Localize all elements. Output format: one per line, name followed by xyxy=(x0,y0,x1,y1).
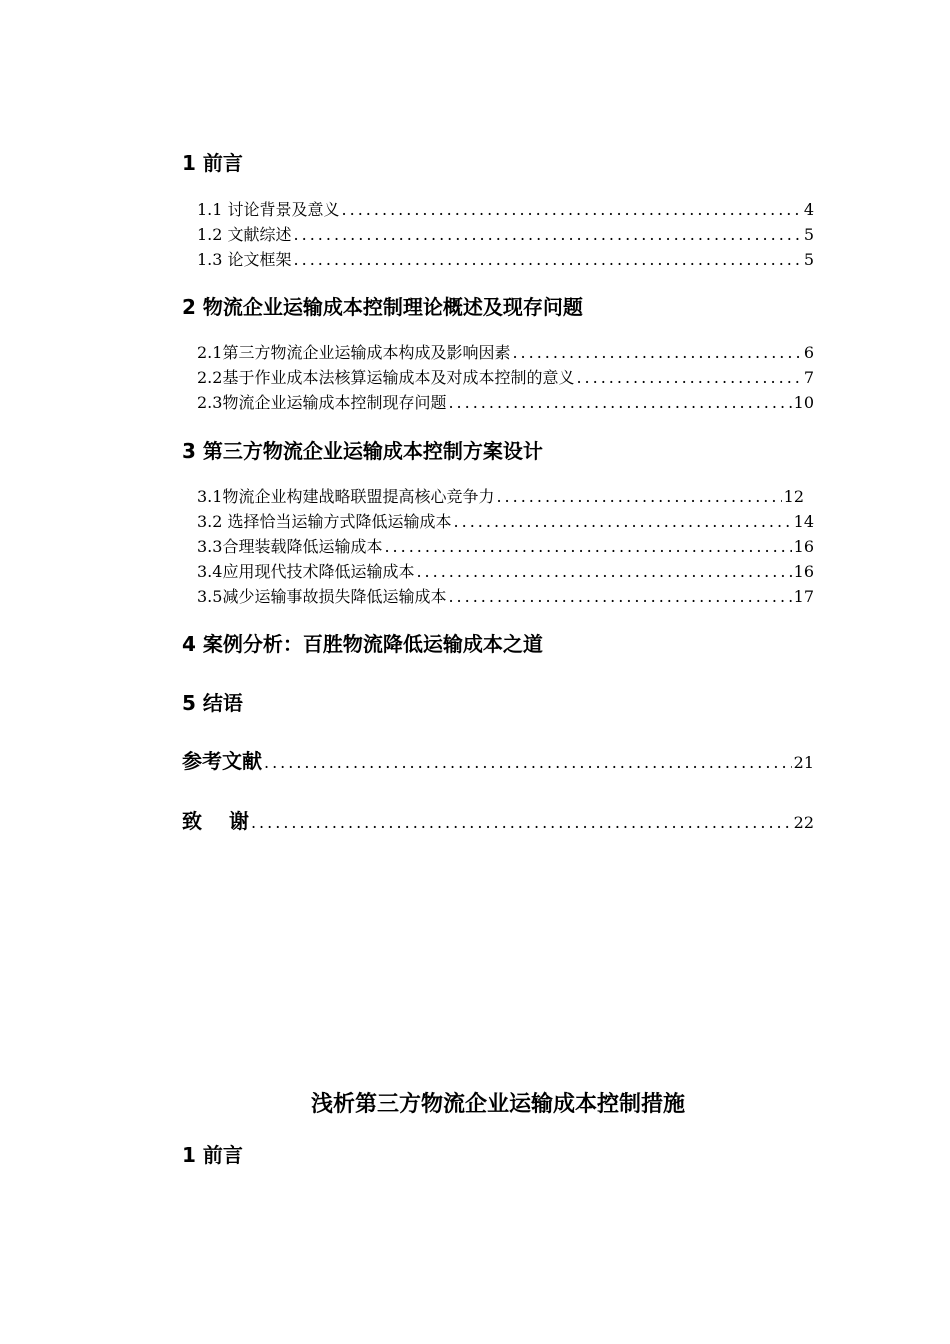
toc-entry-3-4[interactable] xyxy=(197,561,814,583)
toc-page-number: 16 xyxy=(793,562,814,581)
toc-entry-1-2[interactable] xyxy=(197,224,814,246)
toc-leader-dots xyxy=(454,511,792,533)
toc-entry-1-3[interactable] xyxy=(197,249,814,271)
toc-page-number: 7 xyxy=(803,368,814,387)
toc-page-number: 10 xyxy=(793,393,814,412)
toc-entry-1-1[interactable] xyxy=(197,199,814,221)
toc-entry-references[interactable] xyxy=(182,750,814,774)
toc-entry-label: 3.1物流企业构建战略联盟提高核心竞争力 xyxy=(197,487,495,506)
toc-page-number: 5 xyxy=(803,250,814,269)
toc-page-number: 16 xyxy=(793,537,814,556)
toc-chapter-2-title: 2 物流企业运输成本控制理论概述及现存问题 xyxy=(182,295,583,319)
toc-page-number: 21 xyxy=(793,753,814,772)
toc-leader-dots xyxy=(448,392,791,414)
toc-page-number: 6 xyxy=(803,343,814,362)
toc-page-number: 4 xyxy=(803,200,814,219)
toc-leader-dots xyxy=(512,342,801,364)
toc-entry-label: 1.3 论文框架 xyxy=(197,250,292,269)
toc-entry-label: 3.3合理装载降低运输成本 xyxy=(197,537,383,556)
toc-page-number: 14 xyxy=(793,512,814,531)
toc-entry-label: 1.1 讨论背景及意义 xyxy=(197,200,340,219)
toc-leader-dots xyxy=(264,752,792,774)
toc-page-number: 17 xyxy=(793,587,814,606)
toc-leader-dots xyxy=(294,249,802,271)
toc-page-number: 5 xyxy=(803,225,814,244)
toc-entry-2-2[interactable] xyxy=(197,367,814,389)
toc-entry-3-5[interactable] xyxy=(197,586,814,608)
toc-entry-3-1[interactable] xyxy=(197,486,804,508)
toc-entry-label: 2.1第三方物流企业运输成本构成及影响因素 xyxy=(197,343,511,362)
toc-leader-dots xyxy=(251,812,792,834)
toc-leader-dots xyxy=(294,224,802,246)
body-section-heading: 1 前言 xyxy=(182,1143,243,1167)
toc-entry-label: 3.4应用现代技术降低运输成本 xyxy=(197,562,415,581)
toc-entry-label: 参考文献 xyxy=(182,749,262,773)
toc-page-number: 12 xyxy=(783,487,804,506)
toc-entry-label: 3.5减少运输事故损失降低运输成本 xyxy=(197,587,447,606)
toc-entry-label: 2.3物流企业运输成本控制现存问题 xyxy=(197,393,447,412)
toc-entry-3-2[interactable] xyxy=(197,511,814,533)
toc-leader-dots xyxy=(496,486,781,508)
toc-entry-label: 2.2基于作业成本法核算运输成本及对成本控制的意义 xyxy=(197,368,575,387)
toc-leader-dots xyxy=(342,199,802,221)
toc-chapter-1-title: 1 前言 xyxy=(182,151,243,175)
toc-page-number: 22 xyxy=(793,813,814,832)
toc-entry-label: 致 谢 xyxy=(182,809,249,833)
toc-leader-dots xyxy=(576,367,801,389)
toc-entry-2-3[interactable] xyxy=(197,392,814,414)
toc-entry-thanks[interactable] xyxy=(182,810,814,834)
toc-chapter-4-title: 4 案例分析：百胜物流降低运输成本之道 xyxy=(182,632,543,656)
toc-leader-dots xyxy=(448,586,791,608)
toc-chapter-5-title: 5 结语 xyxy=(182,691,243,715)
toc-entry-2-1[interactable] xyxy=(197,342,814,364)
toc-leader-dots xyxy=(384,536,791,558)
toc-entry-label: 3.2 选择恰当运输方式降低运输成本 xyxy=(197,512,452,531)
toc-chapter-3-title: 3 第三方物流企业运输成本控制方案设计 xyxy=(182,439,543,463)
toc-entry-3-3[interactable] xyxy=(197,536,814,558)
toc-entry-label: 1.2 文献综述 xyxy=(197,225,292,244)
toc-leader-dots xyxy=(416,561,791,583)
document-title: 浅析第三方物流企业运输成本控制措施 xyxy=(310,1092,685,1117)
